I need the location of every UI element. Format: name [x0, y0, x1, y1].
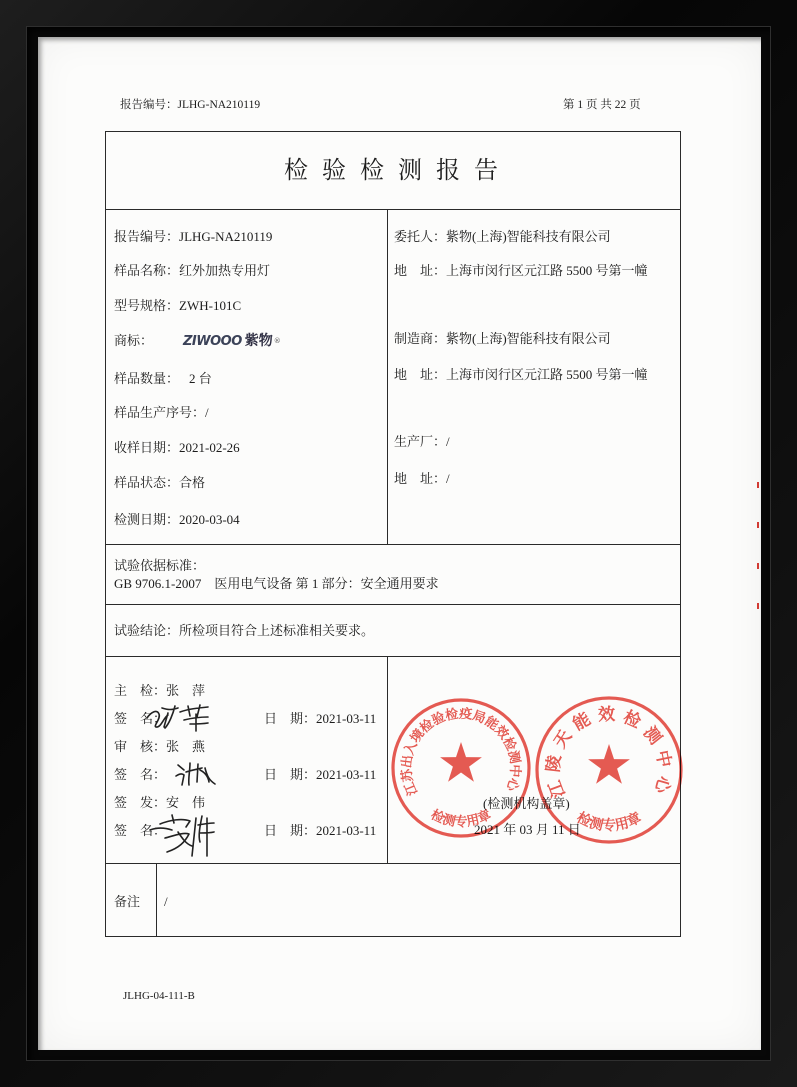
standard-value: GB 9706.1-2007 医用电气设备 第 1 部分：安全通用要求: [114, 576, 439, 591]
column-divider: [387, 656, 388, 863]
form-code: JLHG-04-111-B: [123, 990, 195, 1002]
field-value: 2021-02-26: [179, 440, 240, 455]
approval-date: [264, 822, 376, 840]
client-info-row: [394, 366, 648, 384]
field-value: /: [446, 471, 450, 486]
client-info-row: [394, 228, 611, 246]
field-value: /: [446, 434, 450, 449]
field-label: 制造商：: [394, 331, 447, 346]
seal-ring-text: 江苏出入境检验检疫局能效检测中心: [399, 706, 523, 798]
field-label: 生产厂：: [394, 434, 447, 449]
seal-bottom-text: 检测专用章: [428, 807, 494, 831]
client-info-row: [394, 470, 450, 488]
sample-info-row: [114, 404, 209, 422]
header-page-info: 第 1 页 共 22 页: [563, 99, 641, 111]
remarks-value: /: [164, 894, 168, 909]
sample-info-row: [114, 228, 272, 246]
field-label: 样品名称：: [114, 263, 180, 278]
conclusion-row: [114, 622, 374, 640]
field-value: JLHG-NA210119: [179, 229, 273, 244]
seal-bottom-text: 检测专用章: [573, 809, 645, 835]
report-title: 检 验 检 测 报 告: [284, 158, 502, 184]
row-divider: [106, 656, 680, 657]
sample-info-row: [114, 262, 270, 280]
date-label: 日 期：: [264, 767, 317, 782]
registered-mark: ®: [273, 337, 281, 345]
signature-label: 签 名：: [114, 767, 167, 782]
seal-ring-text: 江陵天能效检测中心: [543, 704, 675, 801]
date-value: 2021-03-11: [316, 767, 377, 782]
header-report-number: 报告编号：JLHG-NA210119: [120, 99, 261, 111]
role-label: 签 发：: [114, 795, 167, 810]
conclusion-label: 试验结论：: [114, 623, 180, 638]
field-value: 紫物(上海)智能科技有限公司: [446, 331, 611, 346]
approval-date: [264, 710, 376, 728]
field-label: 报告编号：: [114, 229, 180, 244]
person-name: 张 燕: [166, 739, 206, 754]
approval-role-row: [114, 738, 205, 756]
row-divider: [106, 863, 680, 864]
approval-role-row: [114, 794, 205, 812]
client-info-row: [394, 330, 611, 348]
remarks-label: 备注: [114, 894, 141, 909]
field-label: 样品状态：: [114, 475, 180, 490]
field-label: 检测日期：: [114, 512, 180, 527]
approval-role-row: [114, 682, 205, 700]
sample-info-row: [114, 511, 240, 529]
field-value: 上海市闵行区元江路 5500 号第一幢: [446, 367, 648, 382]
field-value: 2 台: [189, 371, 212, 386]
date-label: 日 期：: [264, 823, 317, 838]
person-name: 张 萍: [166, 683, 206, 698]
field-value: 2020-03-04: [179, 512, 240, 527]
field-label: 收样日期：: [114, 440, 180, 455]
remarks-divider: [156, 863, 157, 937]
date-value: 2021-03-11: [316, 823, 377, 838]
trademark-label: 商标：: [114, 333, 154, 348]
role-label: 审 核：: [114, 739, 167, 754]
field-value: 紫物(上海)智能科技有限公司: [446, 229, 611, 244]
standard-label: 试验依据标准：: [114, 558, 206, 573]
seal-note: (检测机构盖章): [483, 796, 570, 811]
sample-info-row: [114, 474, 205, 492]
field-label: 地 址：: [394, 263, 447, 278]
sample-info-row: [114, 370, 212, 388]
client-info-row: [394, 262, 648, 280]
field-label: 地 址：: [394, 367, 447, 382]
sample-info-row: [114, 439, 240, 457]
report-table: [105, 131, 681, 937]
signature-label: 签 名：: [114, 823, 167, 838]
field-value: 上海市闵行区元江路 5500 号第一幢: [446, 263, 648, 278]
brand-logo: [183, 331, 281, 351]
field-value: ZWH-101C: [179, 298, 242, 313]
row-divider: [106, 544, 680, 545]
field-value: /: [205, 405, 209, 420]
column-divider: [387, 209, 388, 544]
field-value: 红外加热专用灯: [179, 263, 271, 278]
field-value: 合格: [179, 475, 206, 490]
conclusion-value: 所检项目符合上述标准相关要求。: [179, 623, 375, 638]
field-label: 样品生产序号：: [114, 405, 206, 420]
date-label: 日 期：: [264, 711, 317, 726]
field-label: 型号规格：: [114, 298, 180, 313]
field-label: 委托人：: [394, 229, 447, 244]
field-label: 样品数量：: [114, 371, 180, 386]
logo-chinese-text: 紫物: [244, 333, 273, 349]
signature-label: 签 名：: [114, 711, 167, 726]
sample-info-row: [114, 297, 241, 315]
row-divider: [106, 209, 680, 210]
approval-date: [264, 766, 376, 784]
client-info-row: [394, 433, 450, 451]
row-divider: [106, 604, 680, 605]
role-label: 主 检：: [114, 683, 167, 698]
logo-latin-text: ZIWOOO: [183, 334, 242, 349]
person-name: 安 伟: [166, 795, 206, 810]
seal-date: 2021 年 03 月 11 日: [474, 822, 581, 837]
date-value: 2021-03-11: [316, 711, 377, 726]
field-label: 地 址：: [394, 471, 447, 486]
